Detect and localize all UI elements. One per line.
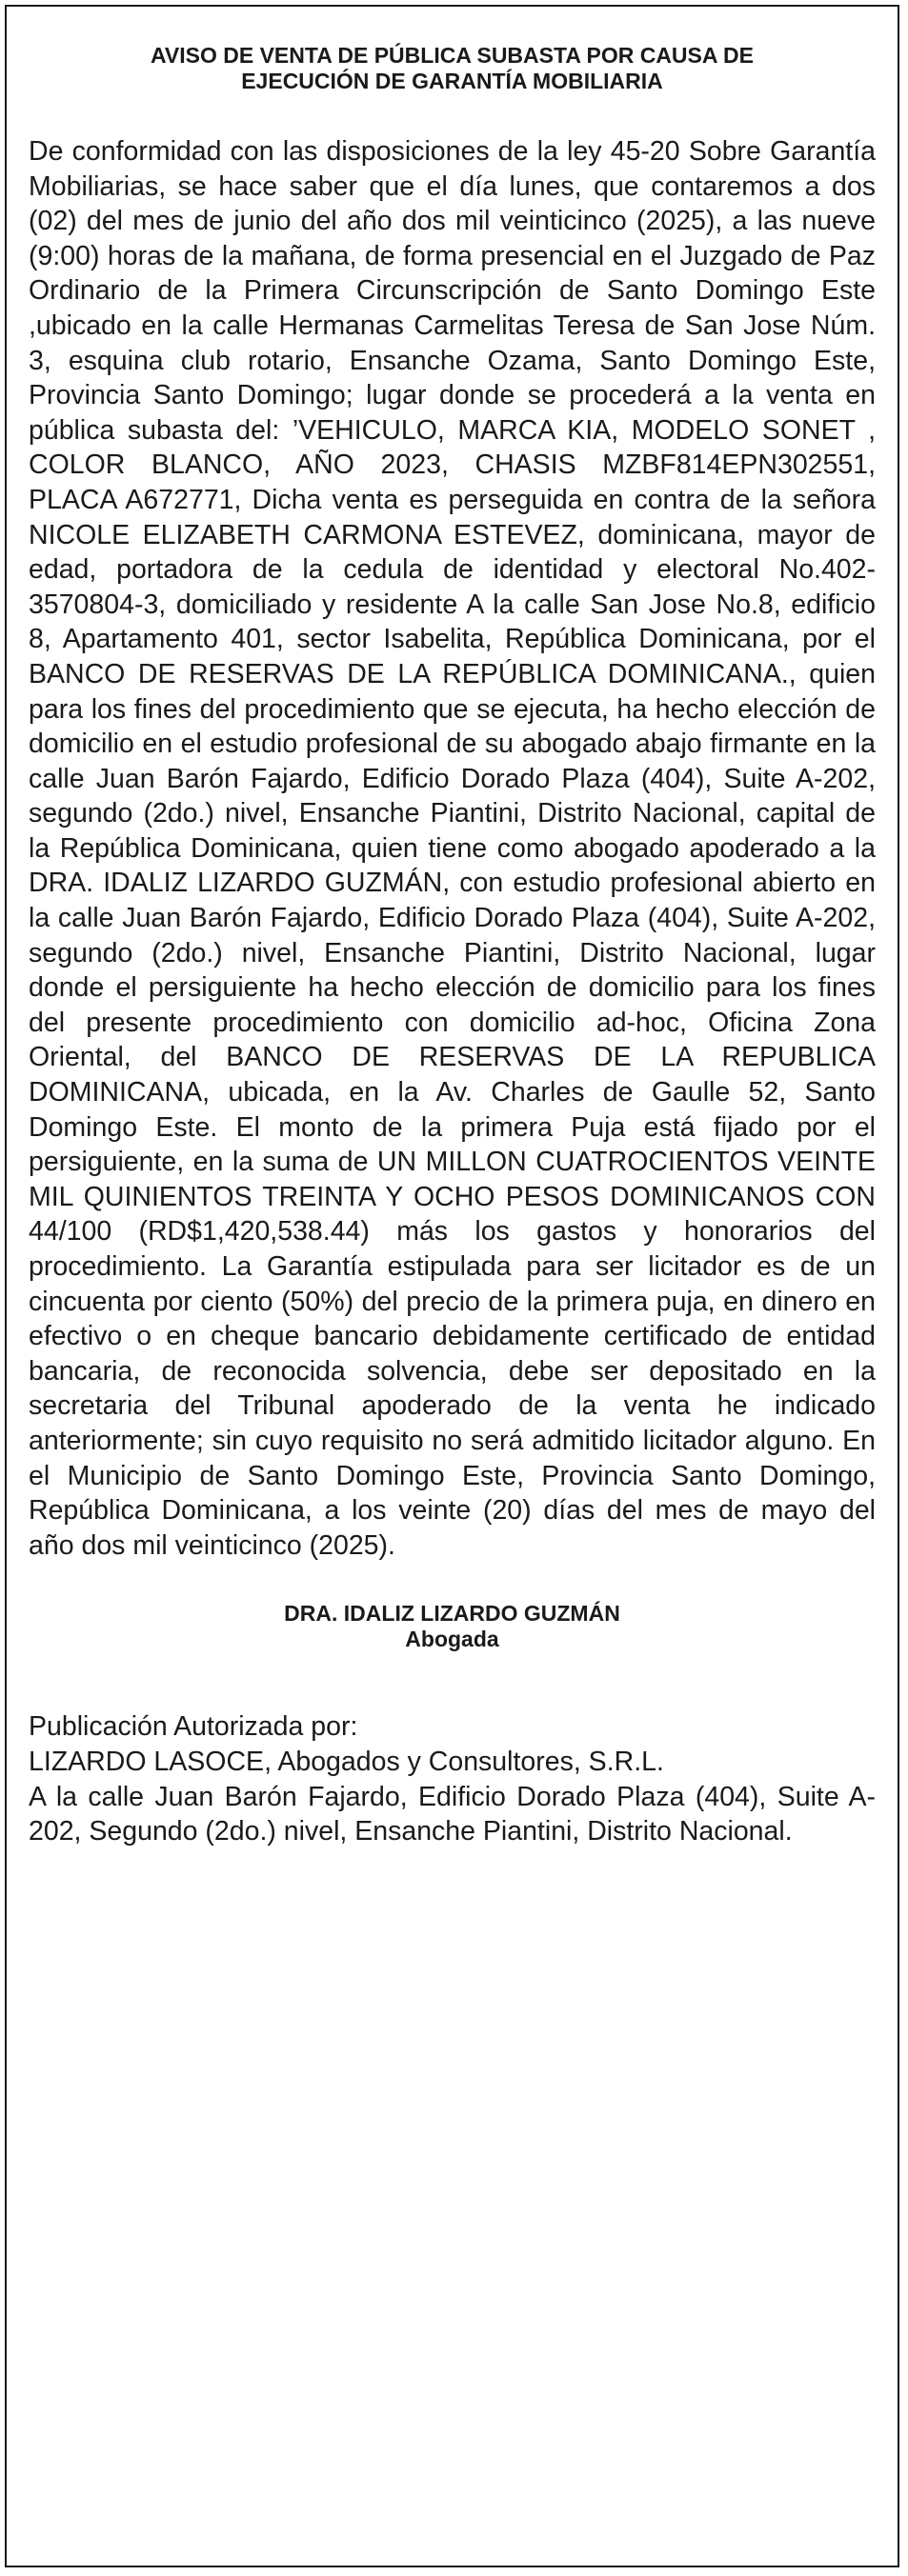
notice-border: [5, 5, 899, 2567]
publication-address: A la calle Juan Barón Fajardo, Edificio Dorado Plaza (404), Suite A-202, Segundo (2do.) nivel, Ensanche Piantini, Distrito Nacional.: [29, 1781, 876, 1847]
publication-block: [29, 1709, 876, 1848]
signer-name: DRA. IDALIZ LIZARDO GUZMÁN: [284, 1601, 620, 1627]
notice-title-line2: EJECUCIÓN DE GARANTÍA MOBILIARIA: [241, 69, 663, 93]
signer-role: Abogada: [405, 1627, 499, 1652]
notice-title-line1: AVISO DE VENTA DE PÚBLICA SUBASTA POR CAUSA DE: [151, 43, 754, 68]
notice-body: De conformidad con las disposiciones de la ley 45-20 Sobre Garantía Mobiliarias, se hace saber que el día lunes, que contaremos a dos (02) del mes de junio del año dos mil veinticinco (2025), a las nueve (9:00) horas de la mañana, de forma presencial en el Juzgado de Paz Ordinario de la Primera Circunscripción de Santo Domingo Este ,ubicado en la calle Hermanas Carmelitas Teresa de San Jose Núm. 3, esquina club rotario, Ensanche Ozama, Santo Domingo Este, Provincia Santo Domingo; lugar donde se procederá a la venta en pública subasta del: ’VEHICULO, MARCA KIA, MODELO SONET , COLOR BLANCO, AÑO 2023, CHASIS MZBF814EPN302551, PLACA A672771, Dicha venta es perseguida en contra de la señora NICOLE ELIZABETH CARMONA ESTEVEZ, dominicana, mayor de edad, portadora de la cedula de identidad y electoral No.402-3570804-3, domiciliado y residente A la calle San Jose No.8, edificio 8, Apartamento 401, sector Isabelita, República Dominicana, por el BANCO DE RESERVAS DE LA REPÚBLICA DOMINICANA., quien para los fines del procedimiento que se ejecuta, ha hecho elección de domicilio en el estudio profesional de su abogado abajo firmante en la calle Juan Barón Fajardo, Edificio Dorado Plaza (404), Suite A-202, segundo (2do.) nivel, Ensanche Piantini, Distrito Nacional, capital de la República Dominicana, quien tiene como abogado apoderado a la DRA. IDALIZ LIZARDO GUZMÁN, con estudio profesional abierto en la calle Juan Barón Fajardo, Edificio Dorado Plaza (404), Suite A-202, segundo (2do.) nivel, Ensanche Piantini, Distrito Nacional, lugar donde el persiguiente ha hecho elección de domicilio para los fines del presente procedimiento con domicilio ad-hoc, Oficina Zona Oriental, del BANCO DE RESERVAS DE LA REPUBLICA DOMINICANA, ubicada, en la Av. Charles de Gaulle 52, Santo Domingo Este. El monto de la primera Puja está fijado por el persiguiente, en la suma de UN MILLON CUATROCIENTOS VEINTE MIL QUINIENTOS TREINTA Y OCHO PESOS DOMINICANOS CON 44/100 (RD$1,420,538.44) más los gastos y honorarios del procedimiento. La Garantía estipulada para ser licitador es de un cincuenta por ciento (50%) del precio de la primera puja, en dinero en efectivo o en cheque bancario debidamente certificado de entidad bancaria, de reconocida solvencia, debe ser depositado en la secretaria del Tribunal apoderado de la venta he indicado anteriormente; sin cuyo requisito no será admitido licitador alguno. En el Municipio de Santo Domingo Este, Provincia Santo Domingo, República Dominicana, a los veinte (20) días del mes de mayo del año dos mil veinticinco (2025).: [29, 136, 876, 1561]
notice-title: [29, 43, 876, 94]
signature-block: [29, 1601, 876, 1652]
publication-firm: LIZARDO LASOCE, Abogados y Consultores, S.R.L.: [29, 1746, 664, 1777]
notice-content: [29, 43, 876, 1849]
publication-label: Publicación Autorizada por:: [29, 1711, 358, 1743]
